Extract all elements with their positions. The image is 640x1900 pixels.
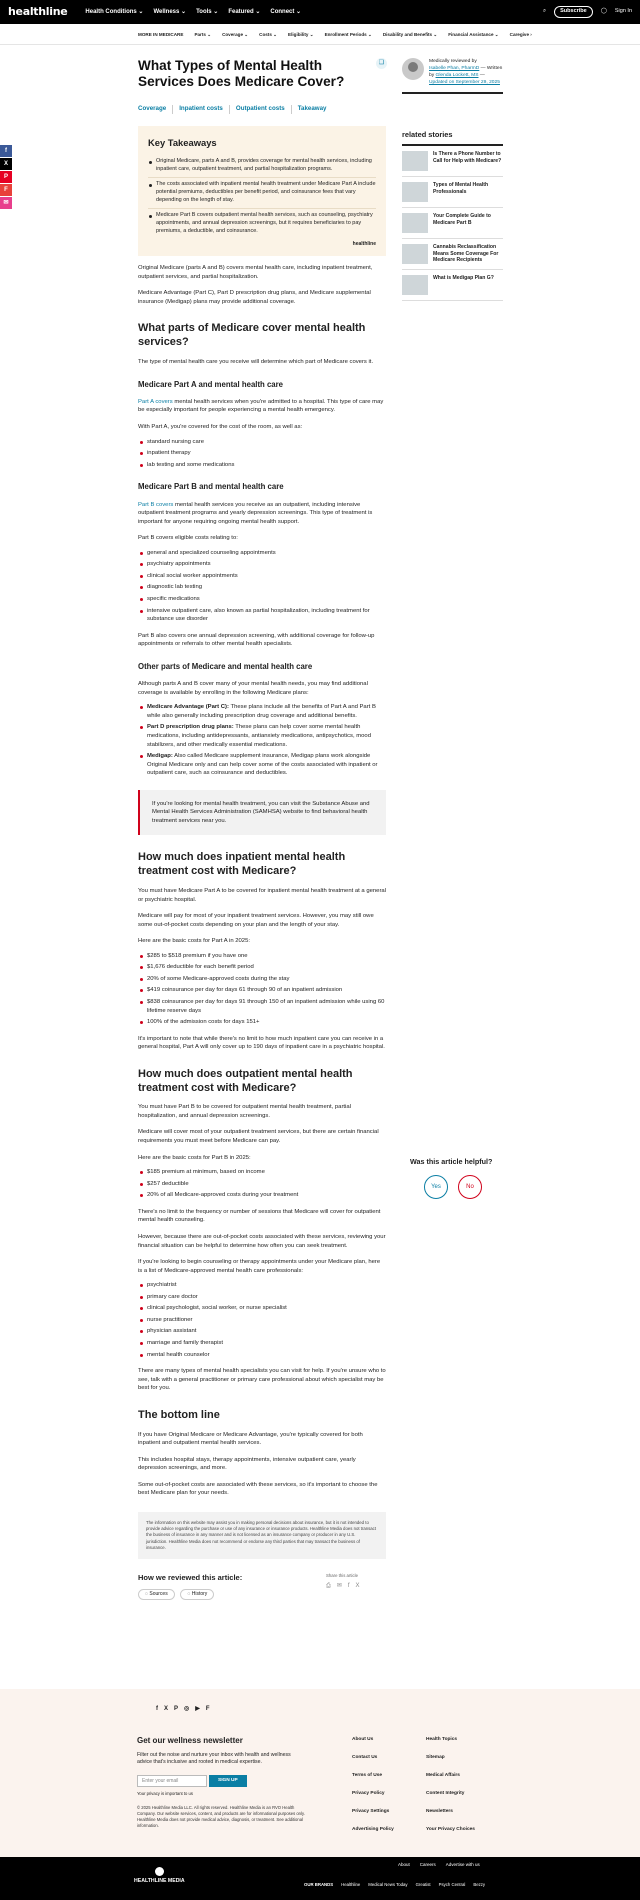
story-thumbnail bbox=[402, 151, 428, 171]
nav-health-conditions[interactable]: Health Conditions ⌄ bbox=[85, 8, 144, 15]
subnav-label: MORE IN MEDICARE bbox=[138, 32, 184, 38]
list-item: 20% of some Medicare-approved costs during the stay bbox=[138, 975, 386, 984]
paragraph: Part A covers mental health services when you're admitted to a hospital. This type of care may be especially important for people experiencing a mental health emergency. bbox=[138, 398, 384, 414]
takeaway-item: Original Medicare, parts A and B, provides coverage for mental health services, including inpatient care, outpatient treatment, and partial hospitalization programs. bbox=[148, 155, 376, 177]
brand-link[interactable]: Healthline bbox=[341, 1882, 361, 1887]
review-section bbox=[138, 1573, 386, 1600]
share-label: Share this article bbox=[326, 1573, 359, 1579]
list-item: nurse practitioner bbox=[138, 1316, 386, 1325]
footer-link[interactable]: Content Integrity bbox=[426, 1790, 465, 1796]
footer-links-2 bbox=[426, 1737, 475, 1845]
search-icon[interactable]: ⌕ bbox=[543, 8, 547, 15]
takeaway-item: The costs associated with inpatient mental health treatment under Medicare Part A include potential premiums, deductibles per benefit period, and coinsurance fees that vary depending on the length of stay. bbox=[148, 177, 376, 208]
takeaway-item: Medicare Part B covers outpatient mental health services, such as counseling, psychiatry appointments, and annual depression screenings, but it requires beneficiaries to pay premiums, a deductible, and coinsurance. bbox=[148, 208, 376, 239]
top-nav-bar bbox=[0, 0, 640, 24]
footer-link[interactable]: Sitemap bbox=[426, 1754, 445, 1760]
reviewer-byline: Medically reviewed by Isabelle Phan, PharmD — Written by Glenda Lockett, MS — Updated on September 29, 2025 bbox=[402, 58, 503, 94]
article bbox=[138, 58, 386, 1600]
email-input[interactable]: Enter your email bbox=[137, 1775, 207, 1787]
list-item: $1,676 deductible for each benefit period bbox=[138, 963, 386, 972]
nav-featured[interactable]: Featured ⌄ bbox=[228, 8, 261, 15]
paragraph: It's important to note that while there's no limit to how much inpatient care you can receive in a general hospital, Part A will only cover up to 190 days of inpatient care in a psychiatric hospital. bbox=[138, 1035, 385, 1051]
list-item: mental health counselor bbox=[138, 1351, 386, 1360]
email-icon[interactable]: ✉ bbox=[0, 197, 12, 209]
paragraph: Medicare will cover most of your outpatient treatment services, but there are certain financial requirements you must meet before Medicare can pay. bbox=[138, 1129, 379, 1144]
part-b-list bbox=[138, 549, 386, 624]
subnav-caregive[interactable]: Caregive › bbox=[509, 32, 532, 38]
facebook-icon[interactable]: f bbox=[347, 1583, 350, 1590]
brand-link[interactable]: Medical News Today bbox=[368, 1882, 408, 1887]
toc-coverage[interactable]: Coverage bbox=[138, 105, 173, 114]
list-item: $257 deductible bbox=[138, 1180, 386, 1189]
sub-nav bbox=[0, 27, 640, 45]
no-button[interactable]: No bbox=[458, 1175, 482, 1199]
share-article bbox=[326, 1573, 386, 1591]
paragraph: With Part A, you're covered for the cost of the room, as well as: bbox=[138, 423, 303, 430]
footer-link[interactable]: Privacy Settings bbox=[352, 1808, 390, 1814]
paragraph: However, because there are out-of-pocket costs associated with these services, reviewing your financial situation can be helpful to determine how often you can seek treatment. bbox=[138, 1233, 386, 1249]
subnav-coverage[interactable]: Coverage ⌄ bbox=[222, 32, 249, 38]
updated-link[interactable]: Updated on September 29, 2025 bbox=[429, 80, 500, 86]
paragraph: Medicare will pay for most of your inpatient treatment services. However, you may still owe some out-of-pocket costs depending on your plan and the length of your stay. bbox=[138, 913, 374, 928]
part-a-list bbox=[138, 438, 386, 470]
author-link[interactable]: Glenda Lockett, MS bbox=[435, 73, 479, 79]
helpful-widget bbox=[410, 1157, 510, 1199]
list-item: psychiatrist bbox=[138, 1281, 386, 1290]
footer-link[interactable]: Newsletters bbox=[426, 1808, 453, 1814]
newsletter bbox=[137, 1735, 307, 1829]
intro-paragraph: Original Medicare (parts A and B) covers mental health care, including inpatient treatment, outpatient services, and partial hospitalization. bbox=[138, 265, 373, 280]
section-heading: How much does inpatient mental health treatment cost with Medicare? bbox=[138, 851, 346, 878]
footer-link[interactable]: Privacy Policy bbox=[352, 1790, 385, 1796]
related-story[interactable]: What is Medigap Plan G? bbox=[402, 270, 503, 301]
user-icon[interactable]: ◯ bbox=[600, 8, 607, 15]
professionals-list bbox=[138, 1281, 386, 1359]
list-item: lab testing and some medications bbox=[138, 461, 386, 470]
brands-label: OUR BRANDS bbox=[304, 1882, 334, 1887]
bottom-link[interactable]: Advertise with us bbox=[445, 1862, 480, 1867]
pinterest-icon[interactable]: P bbox=[174, 1706, 179, 1712]
site-logo[interactable]: healthline bbox=[8, 5, 68, 19]
list-item: $185 premium at minimum, based on income bbox=[138, 1168, 386, 1177]
paragraph: There's no limit to the frequency or number of sessions that Medicare will cover for outpatient mental health counseling. bbox=[138, 1208, 381, 1224]
x-icon[interactable]: X bbox=[0, 158, 12, 170]
story-thumbnail bbox=[402, 213, 428, 233]
list-item: 20% of all Medicare-approved costs during your treatment bbox=[138, 1191, 386, 1200]
nav-wellness[interactable]: Wellness ⌄ bbox=[153, 8, 187, 15]
x-icon[interactable]: X bbox=[164, 1706, 169, 1712]
copyright: © 2025 Healthline Media LLC. All rights reserved. Healthline Media is an RVO Health Company. Our website services, content, and products are for informational purposes only. Healthline Media does not provide medical advice, diagnosis, or treatment. See additional information. bbox=[137, 1804, 305, 1829]
newsletter-title: Get our wellness newsletter bbox=[137, 1736, 243, 1745]
sidebar bbox=[402, 58, 503, 301]
list-item: standard nursing care bbox=[138, 438, 386, 447]
paragraph: Part B also covers one annual depression screening, with additional coverage for follow-up appointments or referrals to other mental health specialists. bbox=[138, 632, 375, 648]
story-thumbnail bbox=[402, 244, 428, 264]
bottom-bar bbox=[0, 1857, 640, 1900]
main-nav bbox=[85, 8, 301, 17]
footer-link[interactable]: Health Topics bbox=[426, 1737, 458, 1742]
list-item: physician assistant bbox=[138, 1327, 386, 1336]
subnav-disability[interactable]: Disability and Benefits ⌄ bbox=[382, 32, 438, 38]
subsection-heading: Medicare Part A and mental health care bbox=[138, 379, 284, 389]
nav-connect[interactable]: Connect ⌄ bbox=[270, 8, 302, 15]
paragraph: The type of mental health care you receive will determine which part of Medicare covers it. bbox=[138, 358, 374, 365]
paragraph: Some out-of-pocket costs are associated with these services, so it's important to choose the best Medicare plan for your needs. bbox=[138, 1481, 378, 1497]
flipboard-icon[interactable]: F bbox=[0, 184, 12, 196]
bottom-links bbox=[398, 1862, 480, 1869]
reviewer-link[interactable]: Isabelle Phan, PharmD bbox=[429, 66, 480, 72]
bottom-link[interactable]: About bbox=[398, 1862, 410, 1867]
bottom-link[interactable]: Careers bbox=[419, 1862, 436, 1867]
footer-link[interactable]: Advertising Policy bbox=[352, 1826, 394, 1832]
takeaways-logo: healthline bbox=[352, 240, 376, 247]
list-item: specific medications bbox=[138, 595, 386, 604]
part-b-link[interactable]: Part B covers bbox=[138, 501, 174, 508]
table-of-contents bbox=[138, 105, 386, 114]
intro-paragraph: Medicare Advantage (Part C), Part D prescription drug plans, and Medicare supplemental insurance (Medigap) plans may provide additional coverage. bbox=[138, 290, 371, 305]
subscribe-button[interactable]: Subscribe bbox=[554, 6, 593, 18]
key-takeaways-title: Key Takeaways bbox=[148, 136, 217, 148]
subnav-parts[interactable]: Parts ⌄ bbox=[194, 32, 212, 38]
paragraph: You must have Part B to be covered for outpatient mental health treatment, partial hospitalization, and annual depression screenings. bbox=[138, 1104, 351, 1119]
list-item: $419 coinsurance per day for days 61 through 90 of an inpatient admission bbox=[138, 986, 386, 995]
flipboard-icon[interactable]: F bbox=[205, 1706, 210, 1712]
paragraph: If you have Original Medicare or Medicare Advantage, you're typically covered for both inpatient and outpatient mental health services. bbox=[138, 1431, 363, 1447]
x-icon[interactable]: X bbox=[355, 1583, 360, 1590]
brand-link[interactable]: Bezzy bbox=[473, 1882, 486, 1887]
history-button[interactable]: ◌ History bbox=[180, 1589, 214, 1600]
subnav-eligibility[interactable]: Eligibility ⌄ bbox=[288, 32, 314, 38]
footer-links-1 bbox=[352, 1737, 394, 1845]
footer-link[interactable]: Your Privacy Choices bbox=[426, 1826, 475, 1832]
story-thumbnail bbox=[402, 275, 428, 295]
list-item: 100% of the admission costs for days 151+ bbox=[138, 1018, 386, 1027]
footer-link[interactable]: About Us bbox=[352, 1737, 374, 1742]
part-b-costs-list bbox=[138, 1168, 386, 1200]
brand-link[interactable]: Greatist bbox=[415, 1882, 431, 1887]
key-takeaways bbox=[138, 126, 386, 257]
list-item: Medigap: Also called Medicare supplement insurance, Medigap plans work alongside Original Medicare only and can help cover some of the costs associated with inpatient or outpatient care, such as coinsurance and deductibles. bbox=[138, 752, 386, 778]
avatar bbox=[402, 58, 424, 80]
brand-links bbox=[304, 1882, 485, 1888]
page-title: What Types of Mental Health Services Does Medicare Cover? bbox=[138, 58, 345, 90]
brand-link[interactable]: Psych Central bbox=[438, 1882, 466, 1887]
footer bbox=[0, 1689, 640, 1857]
paragraph: Part B covers eligible costs relating to: bbox=[138, 535, 238, 542]
list-item: Medicare Advantage (Part C): These plans include all the benefits of Part A and Part B while also generally including prescription drug coverage and additional benefits. bbox=[138, 703, 386, 720]
toc-takeaway[interactable]: Takeaway bbox=[297, 104, 327, 112]
facebook-icon[interactable]: f bbox=[156, 1706, 158, 1712]
subsection-heading: Other parts of Medicare and mental health care bbox=[138, 661, 313, 671]
paragraph: If you're looking to begin counseling or therapy appointments under your Medicare plan, here is a list of Medicare-approved mental health care professionals: bbox=[138, 1259, 381, 1274]
healthline-media-logo[interactable]: HEALTHLINE MEDIA bbox=[134, 1867, 185, 1886]
toc-inpatient[interactable]: Inpatient costs bbox=[179, 105, 230, 114]
footer-link[interactable]: Contact Us bbox=[352, 1754, 378, 1760]
nav-tools[interactable]: Tools ⌄ bbox=[196, 8, 219, 15]
paragraph: Here are the basic costs for Part B in 2025: bbox=[138, 1154, 251, 1161]
paragraph: You must have Medicare Part A to be covered for inpatient mental health treatment at a general or psychiatric hospital. bbox=[138, 887, 386, 903]
paragraph: Here are the basic costs for Part A in 2025: bbox=[138, 938, 250, 945]
email-icon[interactable]: ✉ bbox=[336, 1583, 342, 1590]
subnav-costs[interactable]: Costs ⌄ bbox=[259, 32, 278, 38]
part-a-costs-list bbox=[138, 952, 386, 1027]
review-title: How we reviewed this article: bbox=[138, 1573, 243, 1583]
sources-button[interactable]: ◌ Sources bbox=[138, 1589, 175, 1600]
list-item: marriage and family therapist bbox=[138, 1339, 386, 1348]
subsection-heading: Medicare Part B and mental health care bbox=[138, 482, 284, 492]
insurance-disclaimer: The information on this website may assist you in making personal decisions about insurance, but it is not intended to provide advice regarding the purchase or use of any insurance or insurance products. Healthline Media does not transact the business of insurance in any manner and is not licensed as an insurance company or producer in any U.S. jurisdiction. Healthline Media does not recommend or endorse any third parties that may transact the business of insurance. bbox=[138, 1512, 386, 1559]
pinterest-icon[interactable]: P bbox=[0, 171, 12, 183]
related-story[interactable]: Types of Mental Health Professionals bbox=[402, 177, 503, 208]
newsletter-text: Filter out the noise and nurture your inbox with health and wellness advice that's inclusive and rooted in medical expertise. bbox=[137, 1751, 291, 1766]
related-story[interactable]: Your Complete Guide to Medicare Part B bbox=[402, 208, 503, 239]
paragraph: Part B covers mental health services you receive as an outpatient, including intensive outpatient treatment programs and yearly depression screenings. This type of treatment is important for anyone requiring ongoing mental health support. bbox=[138, 501, 373, 525]
paragraph: There are many types of mental health specialists you can visit for help. If you're unsure who to see, talk with a general practitioner or primary care professional about which specialist may be best for you. bbox=[138, 1368, 386, 1392]
story-thumbnail bbox=[402, 182, 428, 202]
facebook-icon[interactable]: f bbox=[0, 145, 12, 157]
yes-button[interactable]: Yes bbox=[424, 1175, 448, 1199]
related-stories-title: related stories bbox=[402, 130, 503, 146]
paragraph: Although parts A and B cover many of your mental health needs, you may find additional coverage is available by enrolling in the following Medicare plans: bbox=[138, 681, 368, 696]
other-plans-list bbox=[138, 703, 386, 778]
list-item: general and specialized counseling appointments bbox=[138, 549, 386, 558]
print-icon[interactable]: ⎙ bbox=[326, 1583, 331, 1590]
list-item: inpatient therapy bbox=[138, 449, 386, 458]
sign-in-link[interactable]: Sign In bbox=[614, 8, 632, 15]
section-heading: The bottom line bbox=[138, 1408, 220, 1421]
share-bar bbox=[0, 145, 12, 210]
subnav-financial[interactable]: Financial Assistance ⌄ bbox=[448, 32, 499, 38]
logo-icon bbox=[155, 1867, 164, 1876]
related-story[interactable]: Cannabis Reclassification Means Some Coverage For Medicare Recipients bbox=[402, 239, 503, 270]
list-item: clinical social worker appointments bbox=[138, 572, 386, 581]
signup-button[interactable]: SIGN UP bbox=[209, 1775, 247, 1787]
toc-outpatient[interactable]: Outpatient costs bbox=[236, 105, 292, 114]
privacy-note: Your privacy is important to us bbox=[137, 1790, 193, 1796]
helpful-title: Was this article helpful? bbox=[410, 1157, 493, 1166]
list-item: primary care doctor bbox=[138, 1293, 386, 1302]
paragraph: This includes hospital stays, therapy appointments, intensive outpatient care, yearly depression screenings, and more. bbox=[138, 1456, 356, 1472]
list-item: intensive outpatient care, also known as partial hospitalization, including treatment for substance use disorder bbox=[138, 607, 386, 624]
youtube-icon[interactable]: ▶ bbox=[195, 1706, 200, 1712]
list-item: clinical psychologist, social worker, or nurse specialist bbox=[138, 1304, 386, 1313]
section-heading: How much does outpatient mental health treatment cost with Medicare? bbox=[138, 1067, 353, 1094]
list-item: Part D prescription drug plans: These plans can help cover some mental health medications, including antidepressants, antianxiety medications, antipsychotics, mood stabilizers, and other medically essential medications. bbox=[138, 723, 386, 749]
header-actions bbox=[543, 6, 632, 18]
subnav-enrollment[interactable]: Enrollment Periods ⌄ bbox=[324, 32, 372, 38]
footer-social bbox=[156, 1705, 210, 1714]
part-a-link[interactable]: Part A covers bbox=[138, 398, 173, 405]
list-item: $838 coinsurance per day for days 91 through 150 of an inpatient admission while using 60 lifetime reserve days bbox=[138, 998, 386, 1015]
bookmark-icon[interactable]: ❑ bbox=[376, 58, 387, 69]
list-item: diagnostic lab testing bbox=[138, 583, 386, 592]
instagram-icon[interactable]: ◎ bbox=[184, 1706, 190, 1712]
samhsa-callout: If you're looking for mental health treatment, you can visit the Substance Abuse and Mental Health Services Administration (SAMHSA) website to find behavioral health treatment services near you. bbox=[138, 790, 386, 836]
list-item: psychiatry appointments bbox=[138, 560, 386, 569]
footer-link[interactable]: Terms of Use bbox=[352, 1772, 383, 1778]
related-story[interactable]: Is There a Phone Number to Call for Help with Medicare? bbox=[402, 146, 503, 177]
section-heading: What parts of Medicare cover mental health services? bbox=[138, 322, 366, 349]
footer-link[interactable]: Medical Affairs bbox=[426, 1772, 460, 1778]
list-item: $285 to $518 premium if you have one bbox=[138, 952, 386, 961]
